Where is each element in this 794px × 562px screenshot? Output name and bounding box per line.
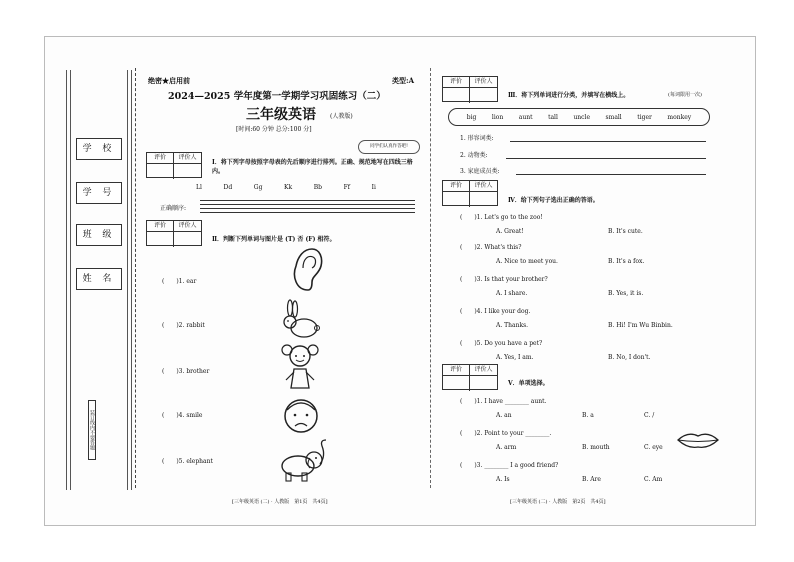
option-a[interactable]: A. Nice to meet you. (496, 258, 558, 265)
option-b[interactable]: B. mouth (582, 444, 610, 451)
answer-line[interactable] (516, 174, 706, 175)
option-b[interactable]: B. It's cute. (608, 228, 643, 235)
score-box: 评价 评价人 (146, 152, 202, 178)
time-score: [时间:60 分钟 总分:100 分] (236, 126, 312, 133)
fold-line (135, 68, 136, 488)
section1-title: Ⅰ．将下列字母按照字母表的先后顺序进行排列。正确、规范地写在四线三格内。 (212, 159, 413, 175)
name-field-label: 姓 名 (76, 268, 122, 290)
word: big (466, 113, 477, 121)
answer-label: 正确顺序: (160, 205, 187, 212)
option-a[interactable]: A. Is (496, 476, 510, 483)
encouragement-stamp: 同学们认真作答吧! (358, 140, 420, 154)
letter: Ff (343, 184, 351, 191)
word: tall (548, 113, 558, 121)
section4-title: Ⅳ．给下列句子选出正确的答语。 (508, 197, 599, 204)
word: tiger (637, 113, 652, 121)
category-label: 1. 形容词类: (460, 135, 494, 142)
score-box: 评价 评价人 (146, 220, 202, 246)
option-a[interactable]: A. I share. (496, 290, 528, 297)
letter-list (196, 184, 376, 191)
question[interactable]: ( )5. Do you have a pet? (460, 340, 543, 347)
sad-face-icon (282, 396, 320, 436)
lips-icon (676, 430, 720, 450)
judge-item[interactable]: ( )2. rabbit (162, 322, 205, 329)
question[interactable]: ( )4. I like your dog. (460, 308, 531, 315)
section3-note: (每词限用一次) (668, 92, 702, 98)
question[interactable]: ( )1. I have ________ aunt. (460, 398, 547, 405)
letter: Kk (284, 184, 293, 191)
judge-item[interactable]: ( )3. brother (162, 368, 210, 375)
option-a[interactable]: A. an (496, 412, 512, 419)
student-id-field-label: 学 号 (76, 182, 122, 204)
option-b[interactable]: B. Yes, it is. (608, 290, 644, 297)
ear-icon (288, 246, 324, 292)
question[interactable]: ( )1. Let's go to the zoo! (460, 214, 543, 221)
score-box: 评价 评价人 (442, 180, 498, 206)
exam-edition: (人教版) (330, 113, 353, 120)
footer-right: [三年级英语 (二) · 人教版 第2页 共4页] (510, 499, 606, 505)
judge-item[interactable]: ( )5. elephant (162, 458, 213, 465)
writing-line[interactable] (200, 212, 415, 213)
option-c[interactable]: C. / (644, 412, 655, 419)
secret-label: 绝密★启用前 (148, 76, 190, 85)
writing-line[interactable] (200, 200, 415, 201)
option-a[interactable]: A. Great! (496, 228, 524, 235)
word: monkey (667, 113, 692, 121)
binding-line (131, 70, 132, 490)
word: uncle (573, 113, 590, 121)
writing-line[interactable] (200, 204, 415, 205)
option-b[interactable]: B. a (582, 412, 594, 419)
binding-line (127, 70, 128, 490)
answer-line[interactable] (510, 141, 706, 142)
rabbit-icon (280, 298, 322, 340)
page-divider (430, 68, 431, 488)
option-c[interactable]: C. Am (644, 476, 663, 483)
question[interactable]: ( )2. What's this? (460, 244, 522, 251)
binding-line (66, 70, 67, 490)
question[interactable]: ( )3. ________ I a good friend? (460, 462, 559, 469)
score-box: 评价 评价人 (442, 76, 498, 102)
option-a[interactable]: A. arm (496, 444, 517, 451)
elephant-icon (276, 436, 336, 484)
judge-item[interactable]: ( )1. ear (162, 278, 197, 285)
question[interactable]: ( )3. Is that your brother? (460, 276, 548, 283)
letter: Bb (313, 184, 323, 191)
word: small (605, 113, 622, 121)
answer-line[interactable] (506, 158, 706, 159)
score-box: 评价 评价人 (442, 364, 498, 390)
section2-title: Ⅱ．判断下列单词与图片是 (T) 否 (F) 相符。 (212, 236, 336, 243)
letter: Gg (253, 184, 263, 191)
option-b[interactable]: B. It's a fox. (608, 258, 645, 265)
option-b[interactable]: B. Are (582, 476, 601, 483)
option-c[interactable]: C. eye (644, 444, 663, 451)
exam-subject: 三年级英语 (246, 107, 316, 123)
letter: Ll (196, 184, 202, 191)
binding-line (70, 70, 71, 490)
option-b[interactable]: B. Hi! I'm Wu Binbin. (608, 322, 673, 329)
type-label: 类型:A (392, 76, 415, 85)
option-a[interactable]: A. Thanks. (496, 322, 529, 329)
word: lion (491, 113, 504, 121)
word: aunt (518, 113, 533, 121)
section5-title: Ⅴ．单项选择。 (508, 380, 549, 387)
binding-note: 装订线内不要答题 (88, 400, 96, 460)
word-bank (448, 108, 710, 126)
girl-icon (280, 342, 320, 390)
school-field-label: 学 校 (76, 138, 122, 160)
writing-line[interactable] (200, 208, 415, 209)
option-a[interactable]: A. Yes, I am. (496, 354, 534, 361)
category-label: 3. 家庭成员类: (460, 168, 500, 175)
option-b[interactable]: B. No, I don't. (608, 354, 651, 361)
judge-item[interactable]: ( )4. smile (162, 412, 203, 419)
footer-left: [三年级英语 (二) · 人教版 第1页 共4页] (232, 499, 328, 505)
class-field-label: 班 级 (76, 224, 122, 246)
section3-title: Ⅲ．将下列单词进行分类，并填写在横线上。 (508, 92, 630, 99)
question[interactable]: ( )2. Point to your ________. (460, 430, 552, 437)
exam-title: 2024—2025 学年度第一学期学习巩固练习（二） (168, 91, 386, 102)
letter: Dd (223, 184, 233, 191)
category-label: 2. 动物类: (460, 152, 488, 159)
letter: Ii (371, 184, 376, 191)
